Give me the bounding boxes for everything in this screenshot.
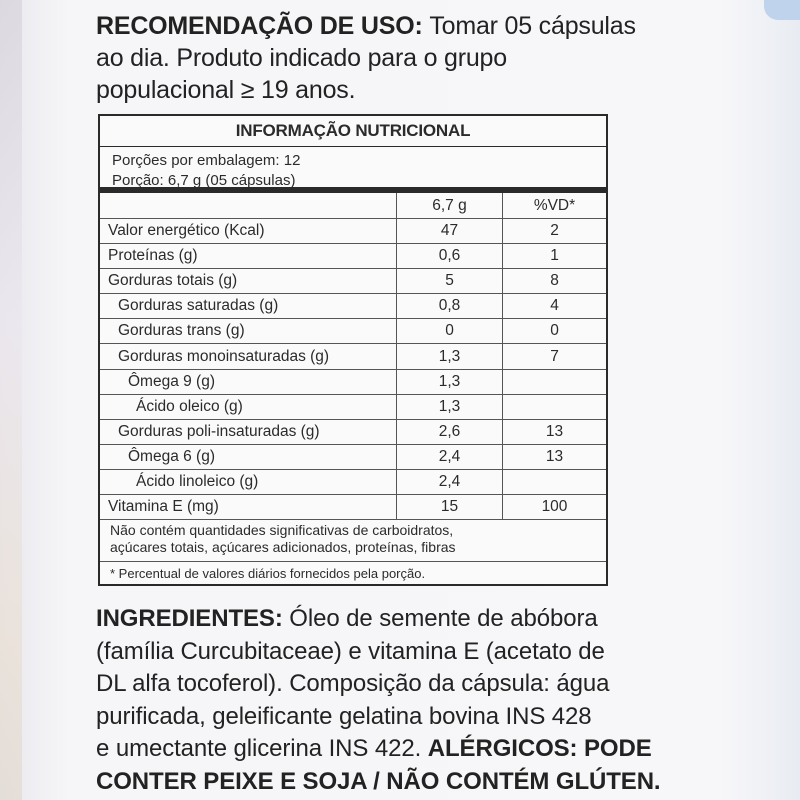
nutrient-dv: [503, 369, 607, 394]
table-row: [100, 394, 606, 419]
table-row: [100, 369, 606, 394]
table-row: [100, 469, 606, 494]
allergens-warning-2: CONTER PEIXE E SOJA / NÃO CONTÉM GLÚTEN.: [96, 767, 661, 795]
nutrient-dv: 8: [503, 269, 607, 294]
nutrient-amount: 0,6: [397, 244, 503, 269]
usage-text-3: populacional ≥ 19 anos.: [96, 76, 356, 104]
servings-per-package: Porções por embalagem: 12: [112, 152, 301, 169]
usage-line-1: [96, 10, 696, 42]
nutrient-name: Ômega 6 (g): [128, 447, 216, 465]
ingredients-text-1: Óleo de semente de abóbora: [289, 605, 598, 632]
table-row: [100, 219, 606, 244]
usage-text-2: ao dia. Produto indicado para o grupo: [96, 44, 507, 72]
table-row: [100, 344, 606, 369]
nutrient-dv: 2: [503, 219, 607, 244]
ingredients-text-5: e umectante glicerina INS 422.: [96, 735, 422, 762]
nutrient-name: Gorduras monoinsaturadas (g): [118, 347, 330, 365]
table-row: [100, 269, 606, 294]
nutrient-amount: 0: [397, 319, 503, 344]
nutrient-dv: [503, 469, 607, 494]
nutrient-dv: 4: [503, 294, 607, 319]
ingredients-text-4: purificada, geleificante gelatina bovina INS 428: [96, 702, 592, 730]
nutrient-dv: [503, 394, 607, 419]
ingredients-line-5: [96, 733, 706, 766]
nutrient-dv: 0: [503, 319, 607, 344]
nutrient-amount: 2,4: [397, 469, 503, 494]
usage-recommendation: [96, 10, 696, 106]
nutrient-name: Gorduras saturadas (g): [118, 297, 279, 315]
corner-decoration: [764, 0, 800, 20]
nutrient-amount: 5: [397, 269, 503, 294]
header-empty: [100, 193, 397, 219]
table-row: [100, 419, 606, 444]
usage-label: RECOMENDAÇÃO DE USO:: [96, 12, 423, 40]
table-row: [100, 294, 606, 319]
nutrient-name: Ácido oleico (g): [136, 397, 243, 415]
nutrient-amount: 47: [397, 219, 503, 244]
nutrient-dv: 100: [503, 495, 607, 520]
note-line-1: Não contém quantidades significativas de carboidratos,: [110, 522, 454, 539]
serving-size: Porção: 6,7 g (05 cápsulas): [112, 172, 296, 189]
nutrient-amount: 0,8: [397, 294, 503, 319]
nutrient-amount: 1,3: [397, 344, 503, 369]
nutrient-dv: 13: [503, 419, 607, 444]
nutrient-dv: 1: [503, 244, 607, 269]
nutrition-title: INFORMAÇÃO NUTRICIONAL: [100, 116, 606, 147]
nutrient-dv: 7: [503, 344, 607, 369]
nutrient-name: Valor energético (Kcal): [100, 219, 397, 244]
nutrition-facts-table: [98, 114, 608, 586]
nutrient-name: Ácido linoleico (g): [136, 472, 259, 490]
nutrition-notes: [100, 520, 606, 562]
table-header-row: [100, 193, 606, 219]
table-row: [100, 319, 606, 344]
nutrient-name: Gorduras trans (g): [118, 322, 245, 340]
ingredients-label: INGREDIENTES:: [96, 605, 283, 632]
nutrient-amount: 2,6: [397, 419, 503, 444]
nutrition-portions: [100, 147, 606, 193]
table-row: [100, 244, 606, 269]
ingredients-section: [96, 603, 706, 798]
background-edge-left: [0, 0, 22, 800]
ingredients-text-3: DL alfa tocoferol). Composição da cápsula: água: [96, 670, 610, 697]
nutrient-name: Gorduras poli-insaturadas (g): [118, 422, 320, 440]
nutrient-amount: 1,3: [397, 369, 503, 394]
nutrient-dv: 13: [503, 444, 607, 469]
header-amount: 6,7 g: [397, 193, 503, 219]
nutrient-amount: 15: [397, 495, 503, 520]
table-row: [100, 444, 606, 469]
ingredients-text-2: (família Curcubitaceae) e vitamina E (acetato de: [96, 637, 605, 665]
note-line-2: açúcares totais, açúcares adicionados, proteínas, fibras: [110, 539, 456, 556]
header-dv: %VD*: [503, 193, 607, 219]
nutrient-name: Proteínas (g): [100, 244, 397, 269]
nutrient-name: Ômega 9 (g): [128, 372, 216, 390]
nutrition-footnote: * Percentual de valores diários fornecidos pela porção.: [110, 566, 426, 582]
nutrient-amount: 1,3: [397, 394, 503, 419]
nutrient-name: Vitamina E (mg): [100, 495, 397, 520]
nutrient-amount: 2,4: [397, 444, 503, 469]
allergens-warning-1: ALÉRGICOS: PODE: [427, 735, 652, 762]
usage-text-1: Tomar 05 cápsulas: [429, 12, 636, 40]
nutrient-table: [100, 193, 606, 520]
table-row: [100, 495, 606, 520]
nutrient-name: Gorduras totais (g): [100, 269, 397, 294]
ingredients-line-1: [96, 603, 706, 636]
